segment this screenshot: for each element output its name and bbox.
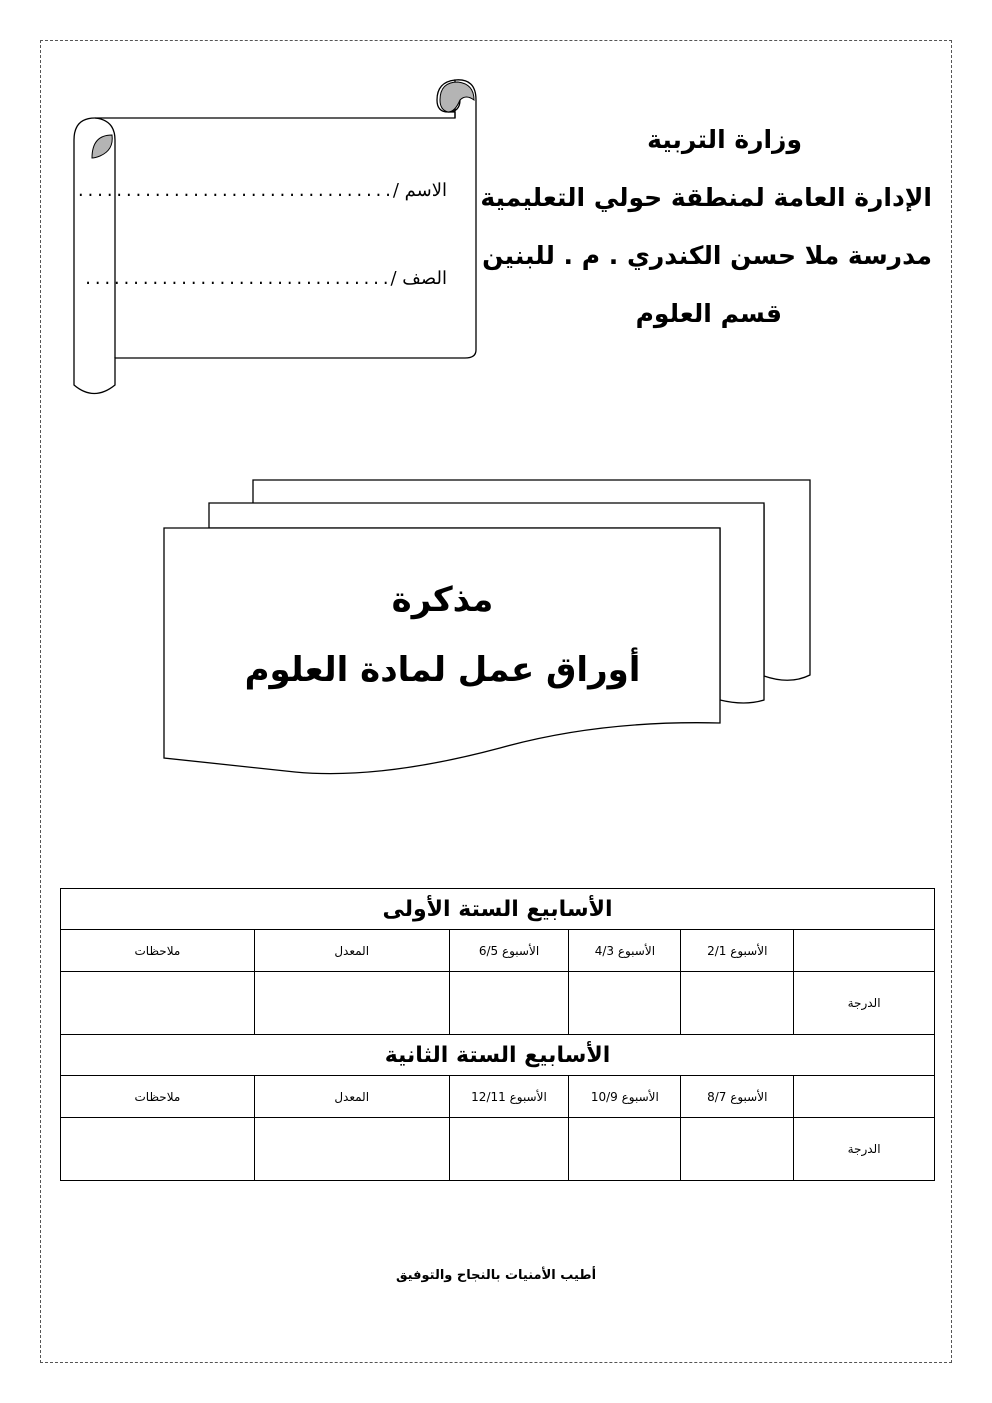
table-header-cell [794,930,935,972]
table-header-cell [794,1076,935,1118]
name-field[interactable] [76,180,447,201]
table-header-cell: ملاحظات [61,1076,255,1118]
grades-table [60,888,935,1181]
school-header [472,120,932,352]
first-section-title: الأسابيع الستة الأولى [61,889,935,930]
memo-subtitle: أوراق عمل لمادة العلوم [244,650,641,690]
footer-wishes: أطيب الأمنيات بالنجاح والتوفيق [395,1268,597,1283]
name-dots: ................................. [76,183,393,201]
grade-input-cell[interactable] [569,972,681,1035]
table-header-cell: الأسبوع 8/7 [681,1076,794,1118]
grade-input-cell[interactable] [449,1118,569,1181]
average-input-cell[interactable] [254,972,449,1035]
directorate-title: الإدارة العامة لمنطقة حولي التعليمية [480,183,932,212]
grade-input-cell[interactable] [681,972,794,1035]
table-header-cell: الأسبوع 4/3 [569,930,681,972]
table-header-cell: الأسبوع 2/1 [681,930,794,972]
class-label: الصف / [390,268,447,289]
grade-input-cell[interactable] [681,1118,794,1181]
grade-input-cell[interactable] [569,1118,681,1181]
second-section-title: الأسابيع الستة الثانية [61,1035,935,1076]
grade-input-cell[interactable] [449,972,569,1035]
table-header-cell: الأسبوع 6/5 [449,930,569,972]
memo-title: مذكرة [391,580,494,620]
scroll-banner [74,80,476,394]
table-header-cell: ملاحظات [61,930,255,972]
table-header-cell: المعدل [254,1076,449,1118]
name-label: الاسم / [392,180,447,201]
notes-input-cell[interactable] [61,1118,255,1181]
table-header-cell: المعدل [254,930,449,972]
table-header-cell: الأسبوع 10/9 [569,1076,681,1118]
class-field[interactable] [83,268,447,289]
ministry-title: وزارة التربية [647,125,802,154]
memo-title-block [165,570,720,710]
table-header-cell: الأسبوع 12/11 [449,1076,569,1118]
average-input-cell[interactable] [254,1118,449,1181]
grade-label: الدرجة [794,972,935,1035]
department-title: قسم العلوم [635,299,782,328]
class-dots: ................................ [83,271,391,289]
notes-input-cell[interactable] [61,972,255,1035]
grade-label: الدرجة [794,1118,935,1181]
school-title: مدرسة ملا حسن الكندري . م . للبنين [482,241,932,270]
